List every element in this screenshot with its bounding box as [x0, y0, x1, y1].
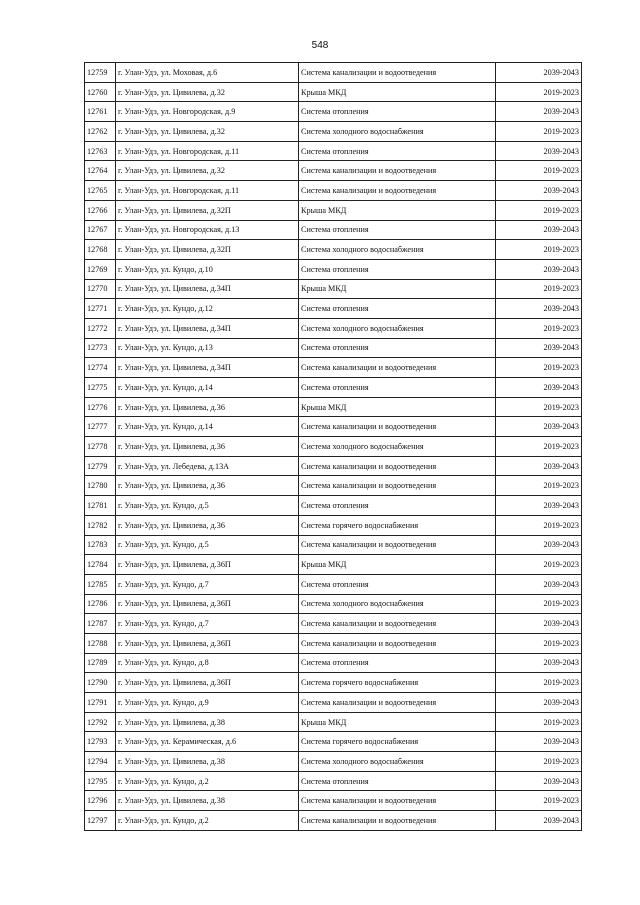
row-number-cell: 12782: [85, 515, 116, 535]
period-cell: 2039-2043: [496, 220, 582, 240]
table-row: [85, 338, 582, 358]
period-cell: 2019-2023: [496, 82, 582, 102]
address-cell: г. Улан-Удэ, ул. Цивилева, д.36П: [116, 633, 299, 653]
system-cell: Крыша МКД: [299, 200, 496, 220]
system-cell: Система горячего водоснабжения: [299, 673, 496, 693]
system-cell: Система канализации и водоотведения: [299, 417, 496, 437]
table-row: [85, 200, 582, 220]
period-cell: 2039-2043: [496, 181, 582, 201]
table-row: [85, 574, 582, 594]
system-cell: Система отопления: [299, 220, 496, 240]
system-cell: Система отопления: [299, 338, 496, 358]
row-number-cell: 12795: [85, 771, 116, 791]
table-row: [85, 122, 582, 142]
address-cell: г. Улан-Удэ, ул. Цивилева, д.38: [116, 712, 299, 732]
period-cell: 2039-2043: [496, 417, 582, 437]
row-number-cell: 12786: [85, 594, 116, 614]
row-number-cell: 12793: [85, 732, 116, 752]
row-number-cell: 12788: [85, 633, 116, 653]
system-cell: Система холодного водоснабжения: [299, 752, 496, 772]
system-cell: Система холодного водоснабжения: [299, 318, 496, 338]
table-row: [85, 515, 582, 535]
address-cell: г. Улан-Удэ, ул. Лебедева, д.13А: [116, 456, 299, 476]
system-cell: Система отопления: [299, 653, 496, 673]
period-cell: 2019-2023: [496, 122, 582, 142]
period-cell: 2019-2023: [496, 791, 582, 811]
row-number-cell: 12785: [85, 574, 116, 594]
system-cell: Крыша МКД: [299, 712, 496, 732]
row-number-cell: 12771: [85, 299, 116, 319]
address-cell: г. Улан-Удэ, ул. Моховая, д.6: [116, 63, 299, 83]
system-cell: Система канализации и водоотведения: [299, 476, 496, 496]
address-cell: г. Улан-Удэ, ул. Кундо, д.14: [116, 378, 299, 398]
system-cell: Система отопления: [299, 299, 496, 319]
address-cell: г. Улан-Удэ, ул. Цивилева, д.34П: [116, 358, 299, 378]
table-row: [85, 240, 582, 260]
period-cell: 2019-2023: [496, 594, 582, 614]
table-row: [85, 555, 582, 575]
period-cell: 2019-2023: [496, 161, 582, 181]
row-number-cell: 12781: [85, 496, 116, 516]
row-number-cell: 12759: [85, 63, 116, 83]
table-row: [85, 496, 582, 516]
period-cell: 2019-2023: [496, 200, 582, 220]
row-number-cell: 12794: [85, 752, 116, 772]
address-cell: г. Улан-Удэ, ул. Цивилева, д.34П: [116, 279, 299, 299]
row-number-cell: 12780: [85, 476, 116, 496]
registry-table-body: [85, 63, 582, 831]
registry-table: [84, 62, 582, 831]
row-number-cell: 12776: [85, 397, 116, 417]
system-cell: Система канализации и водоотведения: [299, 63, 496, 83]
row-number-cell: 12789: [85, 653, 116, 673]
address-cell: г. Улан-Удэ, ул. Цивилева, д.34П: [116, 318, 299, 338]
address-cell: г. Улан-Удэ, ул. Кундо, д.2: [116, 771, 299, 791]
system-cell: Система канализации и водоотведения: [299, 181, 496, 201]
address-cell: г. Улан-Удэ, ул. Кундо, д.9: [116, 693, 299, 713]
address-cell: г. Улан-Удэ, ул. Кундо, д.13: [116, 338, 299, 358]
row-number-cell: 12790: [85, 673, 116, 693]
period-cell: 2019-2023: [496, 437, 582, 457]
period-cell: 2039-2043: [496, 259, 582, 279]
table-row: [85, 614, 582, 634]
address-cell: г. Улан-Удэ, ул. Цивилева, д.36: [116, 397, 299, 417]
period-cell: 2039-2043: [496, 456, 582, 476]
system-cell: Система отопления: [299, 378, 496, 398]
period-cell: 2019-2023: [496, 279, 582, 299]
table-row: [85, 653, 582, 673]
row-number-cell: 12773: [85, 338, 116, 358]
table-row: [85, 594, 582, 614]
system-cell: Система канализации и водоотведения: [299, 633, 496, 653]
table-row: [85, 318, 582, 338]
table-row: [85, 378, 582, 398]
table-row: [85, 712, 582, 732]
table-row: [85, 63, 582, 83]
system-cell: Крыша МКД: [299, 397, 496, 417]
system-cell: Система канализации и водоотведения: [299, 693, 496, 713]
table-row: [85, 102, 582, 122]
address-cell: г. Улан-Удэ, ул. Керамическая, д.6: [116, 732, 299, 752]
period-cell: 2039-2043: [496, 732, 582, 752]
table-row: [85, 141, 582, 161]
row-number-cell: 12774: [85, 358, 116, 378]
address-cell: г. Улан-Удэ, ул. Цивилева, д.36: [116, 515, 299, 535]
table-row: [85, 732, 582, 752]
address-cell: г. Улан-Удэ, ул. Новгородская, д.9: [116, 102, 299, 122]
system-cell: Система холодного водоснабжения: [299, 240, 496, 260]
period-cell: 2019-2023: [496, 712, 582, 732]
address-cell: г. Улан-Удэ, ул. Кундо, д.5: [116, 535, 299, 555]
period-cell: 2019-2023: [496, 318, 582, 338]
table-row: [85, 791, 582, 811]
row-number-cell: 12797: [85, 811, 116, 831]
table-row: [85, 752, 582, 772]
address-cell: г. Улан-Удэ, ул. Цивилева, д.36П: [116, 555, 299, 575]
period-cell: 2039-2043: [496, 771, 582, 791]
system-cell: Система холодного водоснабжения: [299, 594, 496, 614]
system-cell: Крыша МКД: [299, 555, 496, 575]
address-cell: г. Улан-Удэ, ул. Новгородская, д.11: [116, 181, 299, 201]
table-row: [85, 811, 582, 831]
table-row: [85, 476, 582, 496]
address-cell: г. Улан-Удэ, ул. Кундо, д.7: [116, 574, 299, 594]
address-cell: г. Улан-Удэ, ул. Кундо, д.12: [116, 299, 299, 319]
table-row: [85, 259, 582, 279]
period-cell: 2039-2043: [496, 299, 582, 319]
table-row: [85, 437, 582, 457]
system-cell: Система канализации и водоотведения: [299, 456, 496, 476]
period-cell: 2039-2043: [496, 102, 582, 122]
period-cell: 2039-2043: [496, 811, 582, 831]
address-cell: г. Улан-Удэ, ул. Новгородская, д.11: [116, 141, 299, 161]
row-number-cell: 12767: [85, 220, 116, 240]
address-cell: г. Улан-Удэ, ул. Кундо, д.10: [116, 259, 299, 279]
period-cell: 2039-2043: [496, 653, 582, 673]
address-cell: г. Улан-Удэ, ул. Кундо, д.8: [116, 653, 299, 673]
table-row: [85, 535, 582, 555]
system-cell: Система горячего водоснабжения: [299, 515, 496, 535]
period-cell: 2019-2023: [496, 397, 582, 417]
row-number-cell: 12775: [85, 378, 116, 398]
row-number-cell: 12762: [85, 122, 116, 142]
page-number: 548: [311, 40, 329, 51]
system-cell: Система отопления: [299, 141, 496, 161]
system-cell: Система канализации и водоотведения: [299, 811, 496, 831]
system-cell: Система отопления: [299, 259, 496, 279]
system-cell: Крыша МКД: [299, 279, 496, 299]
row-number-cell: 12777: [85, 417, 116, 437]
address-cell: г. Улан-Удэ, ул. Кундо, д.14: [116, 417, 299, 437]
period-cell: 2019-2023: [496, 358, 582, 378]
row-number-cell: 12778: [85, 437, 116, 457]
period-cell: 2019-2023: [496, 240, 582, 260]
table-row: [85, 456, 582, 476]
table-row: [85, 82, 582, 102]
table-row: [85, 693, 582, 713]
row-number-cell: 12791: [85, 693, 116, 713]
row-number-cell: 12779: [85, 456, 116, 476]
row-number-cell: 12763: [85, 141, 116, 161]
system-cell: Система канализации и водоотведения: [299, 161, 496, 181]
row-number-cell: 12787: [85, 614, 116, 634]
row-number-cell: 12766: [85, 200, 116, 220]
address-cell: г. Улан-Удэ, ул. Цивилева, д.38: [116, 791, 299, 811]
system-cell: Система отопления: [299, 496, 496, 516]
table-row: [85, 417, 582, 437]
row-number-cell: 12769: [85, 259, 116, 279]
system-cell: Система канализации и водоотведения: [299, 614, 496, 634]
period-cell: 2039-2043: [496, 574, 582, 594]
period-cell: 2039-2043: [496, 338, 582, 358]
address-cell: г. Улан-Удэ, ул. Цивилева, д.32: [116, 161, 299, 181]
system-cell: Крыша МКД: [299, 82, 496, 102]
period-cell: 2039-2043: [496, 535, 582, 555]
table-row: [85, 161, 582, 181]
address-cell: г. Улан-Удэ, ул. Цивилева, д.36П: [116, 594, 299, 614]
table-row: [85, 299, 582, 319]
row-number-cell: 12760: [85, 82, 116, 102]
table-row: [85, 633, 582, 653]
table-row: [85, 279, 582, 299]
address-cell: г. Улан-Удэ, ул. Цивилева, д.32: [116, 122, 299, 142]
row-number-cell: 12764: [85, 161, 116, 181]
table-row: [85, 397, 582, 417]
period-cell: 2019-2023: [496, 515, 582, 535]
address-cell: г. Улан-Удэ, ул. Кундо, д.7: [116, 614, 299, 634]
row-number-cell: 12783: [85, 535, 116, 555]
address-cell: г. Улан-Удэ, ул. Цивилева, д.32П: [116, 200, 299, 220]
period-cell: 2039-2043: [496, 378, 582, 398]
system-cell: Система канализации и водоотведения: [299, 358, 496, 378]
period-cell: 2019-2023: [496, 476, 582, 496]
address-cell: г. Улан-Удэ, ул. Цивилева, д.36П: [116, 673, 299, 693]
address-cell: г. Улан-Удэ, ул. Кундо, д.2: [116, 811, 299, 831]
period-cell: 2019-2023: [496, 555, 582, 575]
table-row: [85, 673, 582, 693]
address-cell: г. Улан-Удэ, ул. Цивилева, д.36: [116, 476, 299, 496]
address-cell: г. Улан-Удэ, ул. Кундо, д.5: [116, 496, 299, 516]
row-number-cell: 12761: [85, 102, 116, 122]
address-cell: г. Улан-Удэ, ул. Цивилева, д.32: [116, 82, 299, 102]
system-cell: Система холодного водоснабжения: [299, 122, 496, 142]
row-number-cell: 12792: [85, 712, 116, 732]
table-row: [85, 181, 582, 201]
period-cell: 2039-2043: [496, 693, 582, 713]
address-cell: г. Улан-Удэ, ул. Цивилева, д.32П: [116, 240, 299, 260]
address-cell: г. Улан-Удэ, ул. Новгородская, д.13: [116, 220, 299, 240]
system-cell: Система канализации и водоотведения: [299, 791, 496, 811]
table-row: [85, 358, 582, 378]
period-cell: 2019-2023: [496, 673, 582, 693]
system-cell: Система отопления: [299, 102, 496, 122]
address-cell: г. Улан-Удэ, ул. Цивилева, д.36: [116, 437, 299, 457]
period-cell: 2039-2043: [496, 141, 582, 161]
period-cell: 2019-2023: [496, 633, 582, 653]
period-cell: 2039-2043: [496, 63, 582, 83]
row-number-cell: 12784: [85, 555, 116, 575]
period-cell: 2039-2043: [496, 614, 582, 634]
row-number-cell: 12772: [85, 318, 116, 338]
row-number-cell: 12770: [85, 279, 116, 299]
period-cell: 2039-2043: [496, 496, 582, 516]
system-cell: Система отопления: [299, 574, 496, 594]
row-number-cell: 12768: [85, 240, 116, 260]
row-number-cell: 12765: [85, 181, 116, 201]
system-cell: Система отопления: [299, 771, 496, 791]
row-number-cell: 12796: [85, 791, 116, 811]
system-cell: Система канализации и водоотведения: [299, 535, 496, 555]
system-cell: Система холодного водоснабжения: [299, 437, 496, 457]
table-row: [85, 220, 582, 240]
system-cell: Система горячего водоснабжения: [299, 732, 496, 752]
period-cell: 2019-2023: [496, 752, 582, 772]
table-row: [85, 771, 582, 791]
address-cell: г. Улан-Удэ, ул. Цивилева, д.38: [116, 752, 299, 772]
